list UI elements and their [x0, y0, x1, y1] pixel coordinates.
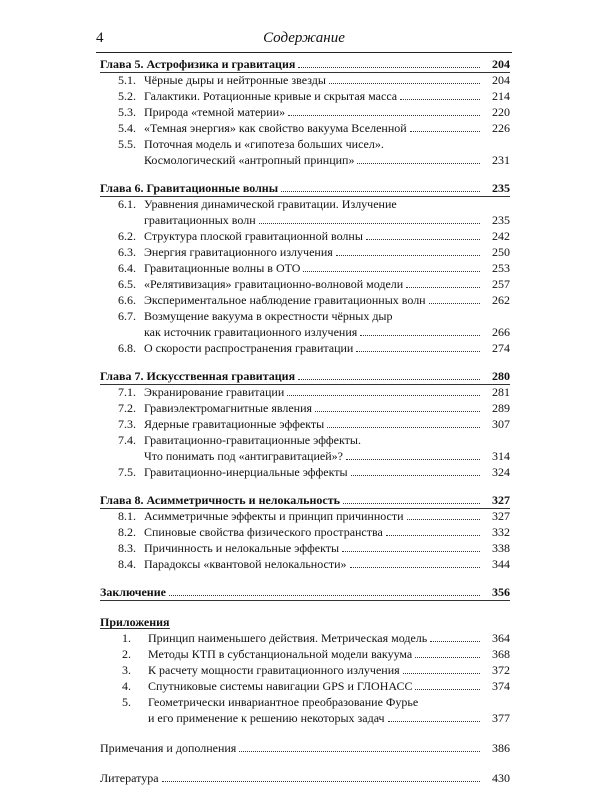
- toc-dot-leader: [298, 379, 480, 380]
- toc-entry-title: Примечания и дополнения: [100, 741, 237, 755]
- toc-entry-number: 4.: [122, 679, 131, 693]
- toc-entry-row: [100, 196, 510, 212]
- toc-chapter-row: [100, 492, 510, 508]
- toc-page-number: 274: [492, 341, 510, 355]
- toc-entry-row: [100, 662, 510, 678]
- toc-entry-number: 6.5.: [118, 277, 136, 291]
- toc-dot-leader: [303, 271, 480, 272]
- toc-entry-title: и его применение к решению некоторых задач: [148, 711, 385, 725]
- toc-entry-row: [100, 244, 510, 260]
- toc-spacer: [100, 600, 510, 614]
- toc-entry-title: Энергия гравитационного излучения: [144, 245, 333, 259]
- toc-page-number: 204: [492, 73, 510, 87]
- toc-entry-title: Возмущение вакуума в окрестности чёрных дыр: [144, 309, 393, 323]
- toc-dot-leader: [169, 595, 480, 596]
- toc-entry-row: [100, 770, 510, 786]
- toc-page-number: 374: [492, 679, 510, 693]
- toc-page-number: 289: [492, 401, 510, 415]
- toc-dot-leader: [429, 303, 480, 304]
- toc-entry-row: [100, 740, 510, 756]
- toc-entry-title: Галактики. Ротационные кривые и скрытая масса: [144, 89, 398, 103]
- toc-spacer: [100, 756, 510, 770]
- toc-entry-row: [100, 416, 510, 432]
- toc-entry-number: 6.1.: [118, 197, 136, 211]
- toc-dot-leader: [386, 535, 480, 536]
- toc-entry-row: [100, 448, 510, 464]
- toc-page-number: 314: [492, 449, 510, 463]
- toc-entry-row: [100, 556, 510, 572]
- toc-entry-title: Космологический «антропный принцип»: [144, 153, 355, 167]
- toc-page-number: 220: [492, 105, 510, 119]
- toc-page-number: 338: [492, 541, 510, 555]
- toc-dot-leader: [406, 287, 480, 288]
- toc-entry-row: [100, 340, 510, 356]
- toc-entry-title: Структура плоской гравитационной волны: [144, 229, 363, 243]
- toc-entry-title: Принцип наименьшего действия. Метрическая модель: [148, 631, 428, 645]
- toc-entry-number: 7.1.: [118, 385, 136, 399]
- toc-entry-number: 6.8.: [118, 341, 136, 355]
- running-title: Содержание: [263, 30, 345, 46]
- toc-chapter-row: [100, 56, 510, 72]
- toc-entry-title: Природа «темной материи»: [144, 105, 286, 119]
- toc-dot-leader: [162, 781, 480, 782]
- toc-entry-title: Чёрные дыры и нейтронные звезды: [144, 73, 326, 87]
- toc-page-number: 253: [492, 261, 510, 275]
- toc-entry-number: 8.4.: [118, 557, 136, 571]
- toc-entry-number: 5.4.: [118, 121, 136, 135]
- toc-entry-number: 8.3.: [118, 541, 136, 555]
- toc-entry-row: [100, 152, 510, 168]
- toc-page-number: 386: [492, 741, 510, 755]
- toc-entry-title: Парадоксы «квантовой нелокальности»: [144, 557, 347, 571]
- toc-entry-title: Экранирование гравитации: [144, 385, 285, 399]
- toc-entry-number: 7.5.: [118, 465, 136, 479]
- toc-page-number: 226: [492, 121, 510, 135]
- toc-entry-row: [100, 646, 510, 662]
- toc-dot-leader: [329, 83, 480, 84]
- toc-dot-leader: [403, 673, 480, 674]
- toc-entry-row: [100, 524, 510, 540]
- toc-dot-leader: [343, 503, 480, 504]
- toc-entry-row: [100, 228, 510, 244]
- toc-entry-title: Гравитационные волны в ОТО: [144, 261, 301, 275]
- toc-page-number: 356: [492, 585, 510, 599]
- toc-dot-leader: [415, 689, 480, 690]
- toc-entry-title: как источник гравитационного излучения: [144, 325, 358, 339]
- toc-dot-leader: [346, 459, 480, 460]
- toc-page-number: 307: [492, 417, 510, 431]
- toc-page-number: 377: [492, 711, 510, 725]
- toc-chapter-title: Глава 7. Искусственная гравитация: [100, 369, 296, 383]
- toc-entry-row: [100, 260, 510, 276]
- toc-page-number: 204: [492, 57, 510, 71]
- table-of-contents: [100, 56, 510, 786]
- toc-chapter-title: Заключение: [100, 585, 166, 599]
- toc-page-number: 242: [492, 229, 510, 243]
- toc-spacer: [100, 572, 510, 584]
- toc-entry-number: 2.: [122, 647, 131, 661]
- toc-page-number: 344: [492, 557, 510, 571]
- toc-entry-title: Что понимать под «антигравитацией»?: [144, 449, 343, 463]
- toc-entry-title: Методы КТП в субстанциональной модели вакуума: [148, 647, 413, 661]
- toc-entry-title: К расчету мощности гравитационного излучения: [148, 663, 400, 677]
- toc-chapter-row: [100, 614, 510, 630]
- toc-entry-number: 7.4.: [118, 433, 136, 447]
- toc-entry-title: Геометрически инвариантное преобразование Фурье: [148, 695, 419, 709]
- toc-entry-row: [100, 432, 510, 448]
- toc-dot-leader: [407, 519, 480, 520]
- toc-dot-leader: [287, 395, 480, 396]
- toc-entry-row: [100, 694, 510, 710]
- toc-chapter-title: Глава 5. Астрофизика и гравитация: [100, 57, 296, 71]
- toc-entry-number: 5.1.: [118, 73, 136, 87]
- toc-page-number: 235: [492, 213, 510, 227]
- toc-dot-leader: [360, 335, 480, 336]
- toc-dot-leader: [357, 163, 480, 164]
- toc-entry-number: 7.2.: [118, 401, 136, 415]
- toc-entry-row: [100, 308, 510, 324]
- toc-entry-row: [100, 276, 510, 292]
- toc-entry-number: 6.2.: [118, 229, 136, 243]
- toc-dot-leader: [315, 411, 480, 412]
- toc-entry-row: [100, 678, 510, 694]
- toc-entry-title: Литература: [100, 771, 159, 785]
- toc-page-number: 327: [492, 493, 510, 507]
- toc-entry-number: 5.5.: [118, 137, 136, 151]
- toc-dot-leader: [410, 131, 480, 132]
- toc-entry-title: «Релятивизация» гравитационно-волновой модели: [144, 277, 404, 291]
- toc-entry-title: Экспериментальное наблюдение гравитационных волн: [144, 293, 426, 307]
- toc-entry-row: [100, 710, 510, 726]
- toc-entry-row: [100, 88, 510, 104]
- toc-entry-row: [100, 630, 510, 646]
- toc-entry-title: гравитационных волн: [144, 213, 256, 227]
- page-number: 4: [96, 30, 104, 46]
- toc-page-number: 372: [492, 663, 510, 677]
- toc-chapter-row: [100, 368, 510, 384]
- toc-entry-number: 6.6.: [118, 293, 136, 307]
- toc-entry-row: [100, 324, 510, 340]
- toc-entry-number: 5.2.: [118, 89, 136, 103]
- toc-chapter-row: [100, 584, 510, 600]
- toc-entry-number: 8.2.: [118, 525, 136, 539]
- toc-entry-row: [100, 72, 510, 88]
- toc-entry-number: 6.7.: [118, 309, 136, 323]
- toc-entry-title: Ядерные гравитационные эффекты: [144, 417, 325, 431]
- toc-dot-leader: [400, 99, 480, 100]
- toc-entry-row: [100, 292, 510, 308]
- toc-dot-leader: [356, 351, 480, 352]
- toc-entry-row: [100, 464, 510, 480]
- toc-entry-title: Спутниковые системы навигации GPS и ГЛОНАСС: [148, 679, 413, 693]
- toc-page-number: 266: [492, 325, 510, 339]
- toc-dot-leader: [259, 223, 480, 224]
- toc-entry-number: 1.: [122, 631, 131, 645]
- toc-entry-row: [100, 540, 510, 556]
- toc-entry-title: Уравнения динамической гравитации. Излучение: [144, 197, 397, 211]
- toc-dot-leader: [388, 721, 480, 722]
- toc-chapter-title: Приложения: [100, 615, 170, 629]
- toc-dot-leader: [430, 641, 480, 642]
- toc-entry-title: Асимметричные эффекты и принцип причинности: [144, 509, 404, 523]
- toc-entry-row: [100, 136, 510, 152]
- toc-page-number: 235: [492, 181, 510, 195]
- toc-entry-number: 7.3.: [118, 417, 136, 431]
- toc-dot-leader: [415, 657, 480, 658]
- page-header: [96, 30, 512, 53]
- toc-page-number: 231: [492, 153, 510, 167]
- toc-entry-title: Гравиэлектромагнитные явления: [144, 401, 313, 415]
- toc-entry-row: [100, 212, 510, 228]
- toc-spacer: [100, 726, 510, 740]
- toc-page-number: 324: [492, 465, 510, 479]
- toc-chapter-row: [100, 180, 510, 196]
- toc-dot-leader: [336, 255, 480, 256]
- toc-page-number: 332: [492, 525, 510, 539]
- toc-entry-row: [100, 400, 510, 416]
- toc-entry-row: [100, 508, 510, 524]
- toc-dot-leader: [327, 427, 480, 428]
- toc-entry-title: Гравитационно-гравитационные эффекты.: [144, 433, 361, 447]
- toc-entry-number: 5.: [122, 695, 131, 709]
- toc-entry-title: Спиновые свойства физического пространства: [144, 525, 383, 539]
- toc-page-number: 250: [492, 245, 510, 259]
- toc-page-number: 430: [492, 771, 510, 785]
- toc-entry-row: [100, 120, 510, 136]
- toc-entry-title: Поточная модель и «гипотеза больших чисел».: [144, 137, 384, 151]
- toc-entry-row: [100, 384, 510, 400]
- toc-dot-leader: [298, 67, 480, 68]
- toc-page-number: 364: [492, 631, 510, 645]
- toc-entry-title: О скорости распространения гравитации: [144, 341, 354, 355]
- toc-entry-number: 3.: [122, 663, 131, 677]
- toc-entry-title: «Темная энергия» как свойство вакуума Вселенной: [144, 121, 407, 135]
- toc-chapter-title: Глава 8. Асимметричность и нелокальность: [100, 493, 340, 507]
- toc-page-number: 368: [492, 647, 510, 661]
- toc-dot-leader: [239, 751, 480, 752]
- toc-page-number: 257: [492, 277, 510, 291]
- toc-entry-number: 6.4.: [118, 261, 136, 275]
- toc-page-number: 262: [492, 293, 510, 307]
- toc-dot-leader: [351, 475, 480, 476]
- toc-entry-row: [100, 104, 510, 120]
- toc-entry-number: 6.3.: [118, 245, 136, 259]
- toc-dot-leader: [288, 115, 480, 116]
- toc-spacer: [100, 356, 510, 368]
- toc-entry-number: 5.3.: [118, 105, 136, 119]
- toc-chapter-title: Глава 6. Гравитационные волны: [100, 181, 279, 195]
- toc-dot-leader: [366, 239, 480, 240]
- toc-entry-title: Гравитационно-инерциальные эффекты: [144, 465, 348, 479]
- toc-spacer: [100, 480, 510, 492]
- toc-entry-number: 8.1.: [118, 509, 136, 523]
- heading-underline: [100, 628, 170, 629]
- toc-dot-leader: [281, 191, 480, 192]
- toc-page-number: 280: [492, 369, 510, 383]
- toc-dot-leader: [342, 551, 480, 552]
- toc-entry-title: Причинность и нелокальные эффекты: [144, 541, 340, 555]
- toc-spacer: [100, 168, 510, 180]
- toc-dot-leader: [350, 567, 480, 568]
- toc-page-number: 281: [492, 385, 510, 399]
- toc-page-number: 327: [492, 509, 510, 523]
- toc-page-number: 214: [492, 89, 510, 103]
